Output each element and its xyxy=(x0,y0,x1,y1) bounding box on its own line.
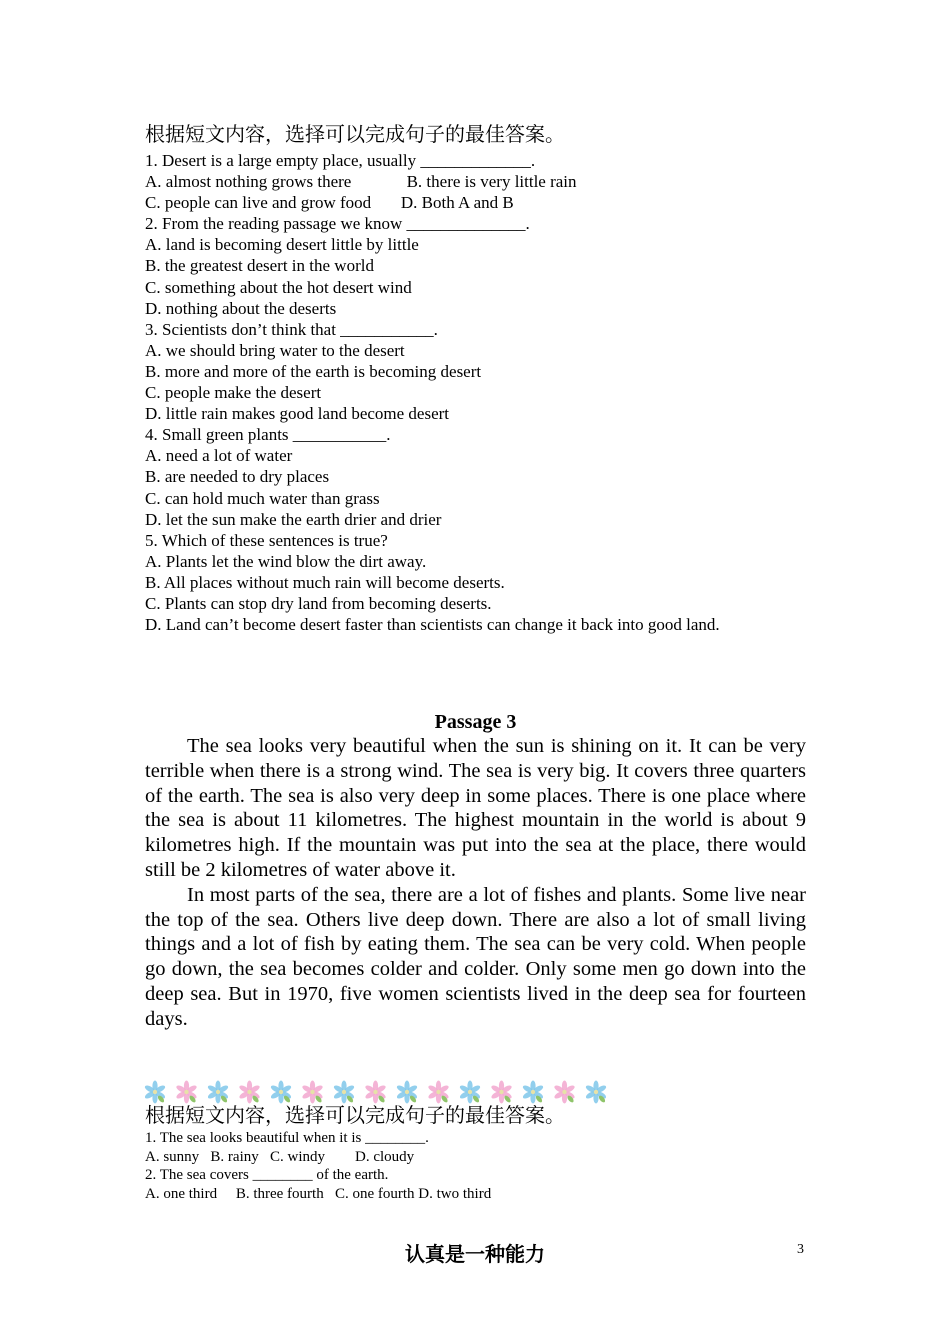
question-line: D. Land can’t become desert faster than scientists can change it back into good land. xyxy=(145,615,720,635)
footer-motto: 认真是一种能力 xyxy=(405,1242,545,1266)
question-line: B. All places without much rain will become deserts. xyxy=(145,572,505,592)
question-line: 2. The sea covers ________ of the earth. xyxy=(145,1167,389,1184)
passage-body xyxy=(145,734,806,1032)
flower-icon xyxy=(490,1081,513,1104)
question-line: C. Plants can stop dry land from becoming deserts. xyxy=(145,593,492,613)
question-line: A. need a lot of water xyxy=(145,446,293,466)
question-section-2 xyxy=(145,1103,845,1203)
flower-icon xyxy=(396,1081,419,1104)
flower-icon xyxy=(301,1081,324,1104)
flower-icon xyxy=(175,1081,198,1104)
question-line: B. are needed to dry places xyxy=(145,467,330,487)
flower-icon xyxy=(427,1081,450,1104)
flower-icon xyxy=(333,1081,356,1104)
question-line: A. almost nothing grows there B. there is very little rain xyxy=(145,172,577,192)
flower-icon xyxy=(364,1081,387,1104)
question-section-1 xyxy=(145,122,845,635)
question-line: B. more and more of the earth is becoming desert xyxy=(145,361,482,381)
question-line: C. can hold much water than grass xyxy=(145,488,380,508)
question-line: D. let the sun make the earth drier and drier xyxy=(145,509,442,529)
flower-icon xyxy=(144,1081,167,1104)
passage-paragraph: In most parts of the sea, there are a lot of fishes and plants. Some live near the top of the sea. Others live deep down. There are also a lot of small living things and a lot of fish by eating them. The sea can be very cold. When people go down, the sea becomes colder and colder. Only some men go down into the deep sea. But in 1970, five women scientists lived in the deep sea for fourteen days. xyxy=(145,883,806,1030)
passage-title: Passage 3 xyxy=(434,711,517,733)
question-line: A. one third B. three fourth C. one fourth D. two third xyxy=(145,1185,492,1202)
question-line: 5. Which of these sentences is true? xyxy=(145,530,388,550)
question-line: 2. From the reading passage we know ______________. xyxy=(145,214,530,234)
section-heading: 根据短文内容，选择可以完成句子的最佳答案。 xyxy=(145,124,565,146)
question-line: A. sunny B. rainy C. windy D. cloudy xyxy=(145,1148,415,1165)
question-line: 4. Small green plants ___________. xyxy=(145,425,391,445)
question-line: A. Plants let the wind blow the dirt away. xyxy=(145,551,427,571)
question-line: D. nothing about the deserts xyxy=(145,298,337,318)
flower-icon xyxy=(459,1081,482,1104)
section-heading: 根据短文内容，选择可以完成句子的最佳答案。 xyxy=(145,1105,565,1127)
flower-icon xyxy=(238,1081,261,1104)
question-line: A. land is becoming desert little by little xyxy=(145,235,419,255)
flower-icon xyxy=(270,1081,293,1104)
flower-icon xyxy=(553,1081,576,1104)
flower-icon xyxy=(585,1081,608,1104)
page-number: 3 xyxy=(797,1242,804,1257)
passage-paragraph: The sea looks very beautiful when the sun is shining on it. It can be very terrible when there is a strong wind. The sea is very big. It covers three quarters of the earth. The sea is also very deep in some places. There is one place where the sea is about 11 kilometres. The highest mountain in the world is about 9 kilometres high. If the mountain was put into the sea at the place, there would still be 2 kilometres of water above it. xyxy=(145,735,806,881)
question-list xyxy=(145,150,845,635)
question-line: C. something about the hot desert wind xyxy=(145,277,412,297)
question-line: 1. Desert is a large empty place, usually _____________. xyxy=(145,151,536,170)
question-line: C. people make the desert xyxy=(145,383,322,403)
question-line: 3. Scientists don’t think that ___________. xyxy=(145,319,438,339)
question-list xyxy=(145,1129,845,1203)
flower-icon xyxy=(207,1081,230,1104)
flower-icon xyxy=(522,1081,545,1104)
flower-divider-graphic xyxy=(143,1078,623,1106)
question-line: 1. The sea looks beautiful when it is ________. xyxy=(145,1130,429,1146)
question-line: D. little rain makes good land become desert xyxy=(145,404,450,424)
question-line: A. we should bring water to the desert xyxy=(145,340,405,360)
question-line: C. people can live and grow food D. Both A and B xyxy=(145,193,514,213)
question-line: B. the greatest desert in the world xyxy=(145,256,374,276)
